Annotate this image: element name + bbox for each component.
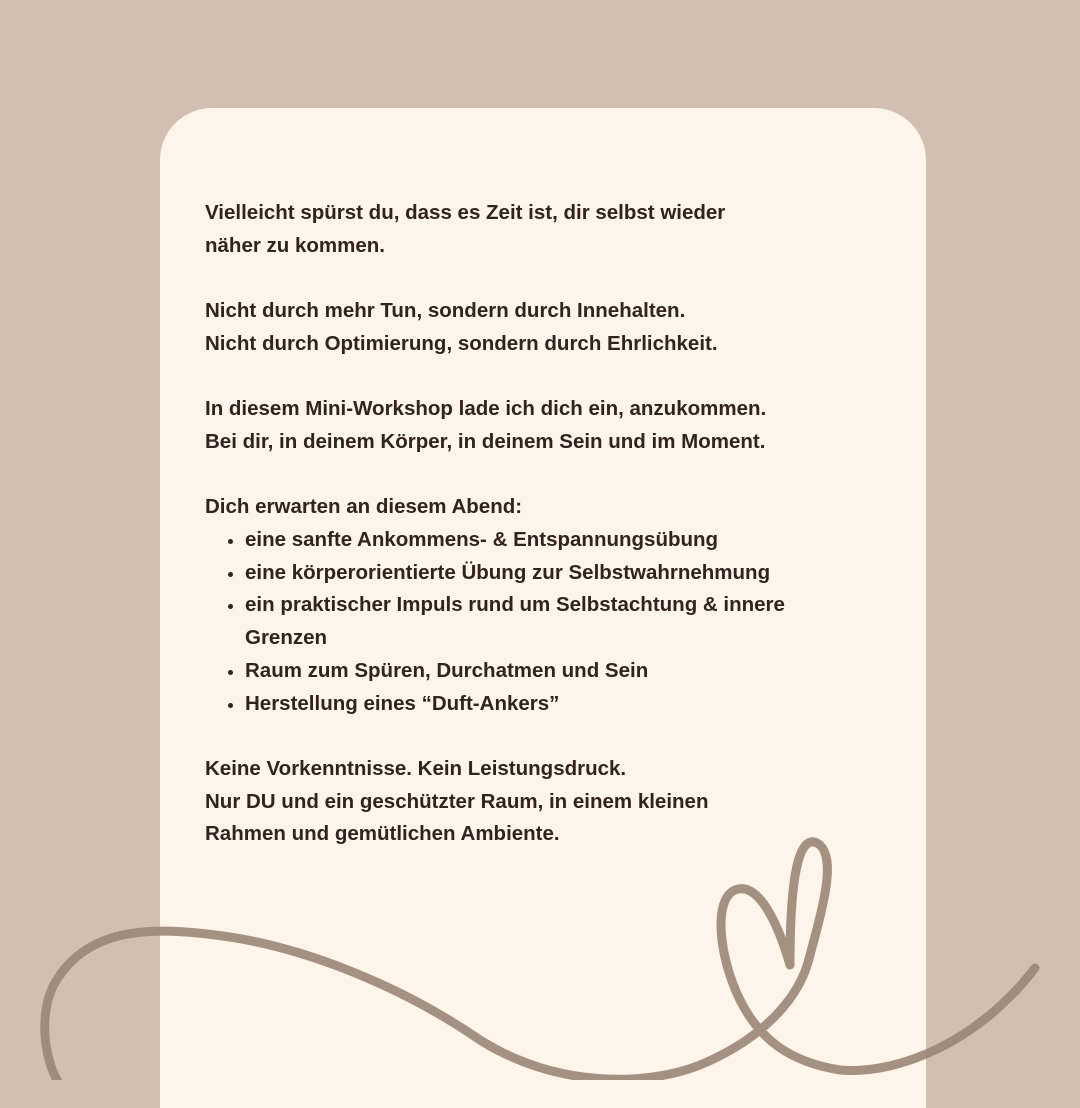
line: näher zu kommen.	[205, 233, 385, 257]
line: Nicht durch mehr Tun, sondern durch Innehalten.	[205, 299, 686, 323]
list-intro: Dich erwarten an diesem Abend:	[205, 495, 523, 519]
list-item: • ein praktischer Impuls rund um Selbstachtung & innere Grenzen	[245, 589, 805, 654]
line: Vielleicht spürst du, dass es Zeit ist, dir selbst wieder	[205, 201, 726, 224]
line: Rahmen und gemütlichen Ambiente.	[205, 822, 560, 846]
line: Nicht durch Optimierung, sondern durch Ehrlichkeit.	[205, 331, 718, 355]
line: In diesem Mini-Workshop lade ich dich ein, anzukommen.	[205, 397, 767, 421]
list-item: • Raum zum Spüren, Durchatmen und Sein	[245, 655, 905, 688]
list-item: • eine körperorientierte Übung zur Selbstwahrnehmung	[245, 557, 905, 590]
line: Nur DU und ein geschützter Raum, in einem kleinen	[205, 789, 709, 813]
line: Keine Vorkenntnisse. Kein Leistungsdruck.	[205, 756, 627, 780]
list-item: • eine sanfte Ankommens- & Entspannungsübung	[245, 524, 905, 557]
line: Bei dir, in deinem Körper, in deinem Sein und im Moment.	[205, 429, 766, 453]
list-item: • Herstellung eines “Duft-Ankers”	[245, 688, 905, 721]
